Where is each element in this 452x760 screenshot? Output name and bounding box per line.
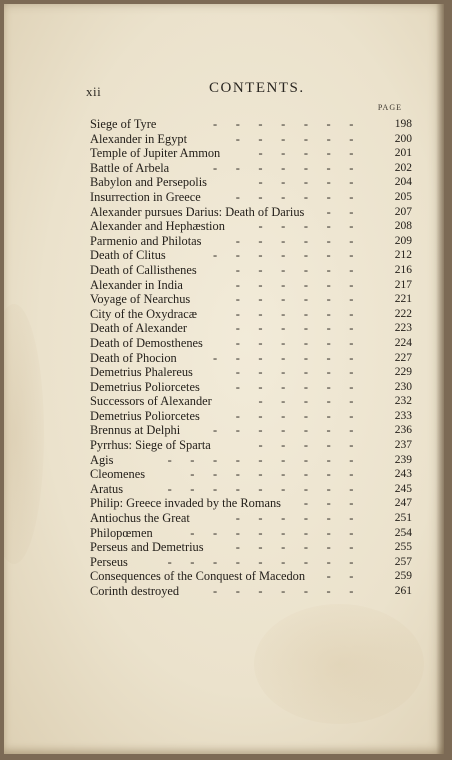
dash-leader: - - - - - [258, 394, 372, 409]
toc-entry-title: Brennus at Delphi [90, 423, 181, 438]
dash-leader: - - - - - [258, 219, 372, 234]
toc-entry-title: Perseus and Demetrius [90, 540, 204, 555]
toc-entry-page: 251 [394, 512, 412, 525]
toc-entry [86, 482, 412, 497]
dash-leader: - - - - - [258, 175, 372, 190]
dash-leader: - - - - - - - - [190, 467, 372, 482]
toc-entry-page: 224 [394, 336, 412, 349]
toc-entry [86, 190, 412, 205]
toc-entry-page: 198 [394, 118, 412, 130]
toc-entry-title: Demetrius Poliorcetes [90, 379, 200, 394]
dash-leader: - - - - - - [235, 335, 372, 350]
toc-entry-title: Temple of Jupiter Ammon [90, 146, 221, 161]
toc-entry-page: 209 [394, 234, 412, 247]
toc-entry-title: Cleomenes [90, 467, 146, 482]
toc-entry-title: Philip: Greece invaded by the Romans [90, 496, 281, 511]
toc-entry [86, 161, 412, 176]
toc-entry-page: 247 [394, 497, 412, 510]
toc-entry-title: Corinth destroyed [90, 584, 180, 598]
toc-entry-page: 221 [394, 293, 412, 306]
toc-entry-title: Alexander pursues Darius: Death of Darius [90, 204, 305, 219]
foxing-stain [4, 304, 44, 564]
toc-entry [86, 423, 412, 438]
toc-entry-page: 222 [394, 307, 412, 320]
toc-entry-title: Death of Clitus [90, 248, 166, 263]
dash-leader: - - [326, 569, 372, 584]
toc-entry [86, 453, 412, 468]
toc-entry-title: Successors of Alexander [90, 394, 212, 409]
toc-entry-title: Philopœmen [90, 525, 153, 540]
toc-entry [86, 146, 412, 161]
page-gutter-shadow [436, 4, 444, 754]
toc-entry-title: Aratus [90, 481, 124, 496]
toc-entry [86, 365, 412, 380]
toc-entry-page: 204 [394, 176, 412, 189]
dash-leader: - - - - - - - [213, 248, 372, 263]
toc-entry [86, 584, 412, 599]
dash-leader: - - - - - - - - - [167, 481, 372, 496]
toc-entry [86, 248, 412, 263]
toc-entry-title: Alexander in Egypt [90, 131, 188, 146]
toc-entry-page: 261 [394, 585, 412, 597]
page-title: CONTENTS. [209, 80, 305, 96]
toc-entry-page: 216 [394, 263, 412, 276]
toc-entry-page: 243 [394, 468, 412, 481]
dash-leader: - - - - - - - [213, 584, 372, 598]
toc-entry-page: 208 [394, 220, 412, 233]
toc-entry [86, 263, 412, 278]
toc-entry-page: 233 [394, 409, 412, 422]
dash-leader: - - - - - - [235, 262, 372, 277]
toc-entry-page: 200 [394, 132, 412, 145]
toc-entry-page: 202 [394, 161, 412, 174]
page-number: xii [86, 84, 102, 99]
toc-entry [86, 496, 412, 511]
dash-leader: - - - - - - [235, 408, 372, 423]
toc-entry-page: 205 [394, 190, 412, 203]
dash-leader: - - - - - - - - - [167, 554, 372, 569]
dash-leader: - - - - - [258, 438, 372, 453]
toc-entry-page: 255 [394, 541, 412, 554]
dash-leader: - - - - - - - - - [167, 452, 372, 467]
dash-leader: - - - - - - - [213, 117, 372, 131]
dash-leader: - - - - - - - [213, 160, 372, 175]
toc-entry [86, 526, 412, 541]
toc-entry-title: Antiochus the Great [90, 511, 190, 526]
toc-entry-page: 227 [394, 351, 412, 364]
toc-entry-title: Babylon and Persepolis [90, 175, 208, 190]
toc-entry-page: 257 [394, 555, 412, 568]
toc-entry-title: Parmenio and Philotas [90, 233, 202, 248]
toc-entry-title: Siege of Tyre [90, 117, 157, 131]
toc-entry-title: Death of Demosthenes [90, 335, 203, 350]
toc-entry-page: 232 [394, 395, 412, 408]
toc-entry [86, 205, 412, 220]
toc-entry-title: Death of Callisthenes [90, 262, 197, 277]
dash-leader: - - - - - - [235, 277, 372, 292]
toc-entry-title: Voyage of Nearchus [90, 292, 191, 307]
toc-entry-page: 201 [394, 147, 412, 160]
toc-entry-page: 229 [394, 366, 412, 379]
toc-entry [86, 219, 412, 234]
dash-leader: - - - - - - [235, 306, 372, 321]
foxing-stain [254, 604, 424, 724]
toc-entry-title: Demetrius Phalereus [90, 365, 193, 380]
toc-entry [86, 117, 412, 132]
toc-entry [86, 307, 412, 322]
toc-entry [86, 394, 412, 409]
toc-entry [86, 569, 412, 584]
dash-leader: - - - - - [258, 146, 372, 161]
dash-leader: - - - - - - - [213, 423, 372, 438]
page-header [84, 80, 384, 100]
toc-entry [86, 278, 412, 293]
dash-leader: - - [326, 204, 372, 219]
toc-entry-page: 254 [394, 526, 412, 539]
toc-entry [86, 234, 412, 249]
dash-leader: - - - - - - [235, 540, 372, 555]
toc-entry-title: Death of Phocion [90, 350, 177, 365]
toc-entry-page: 223 [394, 322, 412, 335]
toc-entry [86, 467, 412, 482]
toc-entry-page: 230 [394, 380, 412, 393]
toc-entry-title: Demetrius Poliorcetes [90, 408, 200, 423]
toc-entry [86, 175, 412, 190]
toc-entry-title: Alexander in India [90, 277, 183, 292]
toc-entry [86, 540, 412, 555]
toc-entry-page: 259 [394, 570, 412, 583]
dash-leader: - - - - - - [235, 292, 372, 307]
toc-entry-title: Agis [90, 452, 114, 467]
toc-entry [86, 336, 412, 351]
dash-leader: - - - - - - [235, 365, 372, 380]
toc-entry [86, 132, 412, 147]
toc-entry-title: Pyrrhus: Siege of Sparta [90, 438, 211, 453]
toc-entry-page: 212 [394, 249, 412, 262]
dash-leader: - - - - - - [235, 511, 372, 526]
toc-entry [86, 438, 412, 453]
toc-entry [86, 321, 412, 336]
toc-entry-title: Death of Alexander [90, 321, 188, 336]
dash-leader: - - - - - - [235, 321, 372, 336]
toc-entry-page: 217 [394, 278, 412, 291]
page-column-label: PAGE [377, 103, 402, 112]
toc-entry-title: Alexander and Hephæstion [90, 219, 225, 234]
toc-entry-page: 245 [394, 482, 412, 495]
toc-entry [86, 409, 412, 424]
toc-entry-page: 236 [394, 424, 412, 437]
toc-entry-title: Battle of Arbela [90, 160, 170, 175]
toc-entry [86, 351, 412, 366]
toc-entry-title: Insurrection in Greece [90, 189, 201, 204]
toc-entry-page: 237 [394, 439, 412, 452]
toc-entry [86, 292, 412, 307]
toc-entry [86, 555, 412, 570]
toc-entry [86, 511, 412, 526]
toc-entry-title: Consequences of the Conquest of Macedon [90, 569, 306, 584]
dash-leader: - - - [303, 496, 372, 511]
toc-entry-title: Perseus [90, 554, 128, 569]
dash-leader: - - - - - - [235, 233, 372, 248]
toc-entry-title: City of the Oxydracæ [90, 306, 198, 321]
dash-leader: - - - - - - [235, 131, 372, 146]
toc-entry-page: 207 [394, 205, 412, 218]
dash-leader: - - - - - - [235, 189, 372, 204]
toc-entry-page: 239 [394, 453, 412, 466]
toc-entry [86, 380, 412, 395]
table-of-contents [86, 117, 412, 599]
dash-leader: - - - - - - - [213, 350, 372, 365]
dash-leader: - - - - - - [235, 379, 372, 394]
book-page [4, 4, 444, 754]
dash-leader: - - - - - - - - [190, 525, 372, 540]
